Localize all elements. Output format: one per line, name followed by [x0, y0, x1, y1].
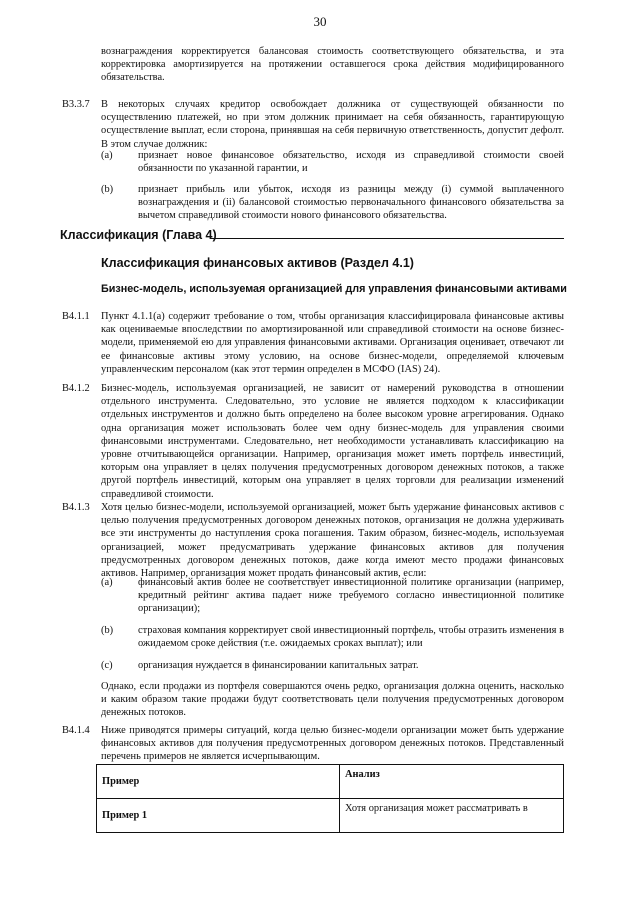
table-header-row	[97, 765, 564, 799]
paragraph-b413: Хотя целью бизнес-модели, используемой организацией, может быть удержание финансовых активов с целью получения предусмотренных договором денежных потоков, организация не должна удерживать все эти инструменты до наступления срока погашения. Таким образом, бизнес-модель, используемая организацией, может предусматривать удержание финансовых активов для получения предусмотренных договором денежных потоков, даже когда имеют место продажи финансовых активов. Например, организация может продать финансовый актив, если:	[101, 502, 564, 580]
item-b337-b: признает прибыль или убыток, исходя из разницы между (i) суммой выплаченного вознаграждения и (ii) балансовой стоимостью первоначального финансового обязательства за вычетом справедливой стоимости нового финансового обязательства.	[138, 184, 564, 222]
table-row	[97, 799, 564, 833]
item-label-b413-b: (b)	[101, 625, 114, 636]
item-b413-b: страховая компания корректирует свой инвестиционный портфель, чтобы отразить изменения в ожидаемом сроке действия (т.е. ожидаемых сроках выплат); или	[138, 625, 564, 650]
table-header-analysis-label: Анализ	[345, 769, 380, 780]
paragraph-b412: Бизнес-модель, используемая организацией, не зависит от намерений руководства в отношении отдельного инструмента. Следовательно, это условие не является подходом к классификации отдельных инструментов и должно быть определено на более высоком уровне агрегирования. Однако одна организация может использовать более чем одну бизнес-модель для управления своими финансовыми инструментами. Следовательно, нет необходимости устанавливать классификацию на уровне отчитывающейся организации. Например, организация может иметь портфель инвестиций, которым она управляет в целях получения предусмотренных договором денежных потоков, а также другой портфель инвестиций, которым она управляет в целях торговли для реализации изменений справедливой стоимости.	[101, 383, 564, 500]
chapter-heading-rule	[210, 238, 564, 239]
chapter-heading: Классификация (Глава 4)	[60, 228, 217, 242]
item-b413-a: финансовый актив более не соответствует инвестиционной политике организации (например, кредитный рейтинг актива падает ниже требуемого согласно инвестиционной политике организации);	[138, 577, 564, 615]
subsection-heading: Бизнес-модель, используемая организацией для управления финансовыми активами	[101, 283, 567, 295]
table-cell-analysis-1-text: Хотя организация может рассматривать в	[345, 803, 528, 814]
item-b413-c: организация нуждается в финансировании капитальных затрат.	[138, 660, 419, 671]
item-label-b337-b: (b)	[101, 184, 114, 195]
table-header-analysis	[340, 765, 564, 799]
table-header-example	[97, 765, 340, 799]
paragraph-b413-closing: Однако, если продажи из портфеля совершаются очень редко, организация должна оценить, насколько и каким образом такие продажи будут соответствовать цели получения предусмотренных договором денежных потоков.	[101, 681, 564, 719]
paragraph-number-b412: B4.1.2	[62, 383, 90, 394]
paragraph-number-b413: B4.1.3	[62, 502, 90, 513]
paragraph-b414: Ниже приводятся примеры ситуаций, когда целью бизнес-модели организации может быть удержание финансовых активов для получения предусмотренных договором денежных потоков. Представленный перечень примеров не является исчерпывающим.	[101, 725, 564, 763]
item-b337-a: признает новое финансовое обязательство, исходя из справедливой стоимости своей обязанности по указанной гарантии, и	[138, 150, 564, 175]
table-header-example-label: Пример	[102, 776, 140, 787]
intro-paragraph: вознаграждения корректируется балансовая стоимость соответствующего обязательства, и эта корректировка амортизируется на протяжении оставшегося срока действия модифицированного обязательства.	[101, 46, 564, 84]
table-cell-example-1	[97, 799, 340, 833]
item-label-b337-a: (a)	[101, 150, 113, 161]
item-label-b413-c: (c)	[101, 660, 113, 671]
paragraph-b337: В некоторых случаях кредитор освобождает должника от существующей обязанности по осуществлению платежей, но при этом должник принимает на себя обязанность, гарантирующую осуществление выплат, если сторона, принявшая на себя первичную ответственность, допустит дефолт. В этом случае должник:	[101, 99, 564, 150]
table-cell-example-1-label: Пример 1	[102, 810, 148, 821]
table-cell-analysis-1	[340, 799, 564, 833]
paragraph-number-b414: B4.1.4	[62, 725, 90, 736]
examples-table	[96, 764, 564, 833]
item-label-b413-a: (a)	[101, 577, 113, 588]
page-number: 30	[313, 14, 327, 29]
section-heading: Классификация финансовых активов (Раздел 4.1)	[101, 256, 414, 270]
paragraph-number-b411: B4.1.1	[62, 311, 90, 322]
paragraph-b411: Пункт 4.1.1(a) содержит требование о том, чтобы организация классифицировала финансовые активы как оцениваемые впоследствии по амортизированной или справедливой стоимости на основе бизнес-модели, применяемой ею для управления финансовыми активами. Организация оценивает, отвечают ли ее финансовые активы этому условию, на основе бизнес-модели, определяемой ключевым управленческим персоналом (как этот термин определен в МСФО (IAS) 24).	[101, 311, 564, 375]
paragraph-number-b337: В3.3.7	[62, 99, 90, 110]
